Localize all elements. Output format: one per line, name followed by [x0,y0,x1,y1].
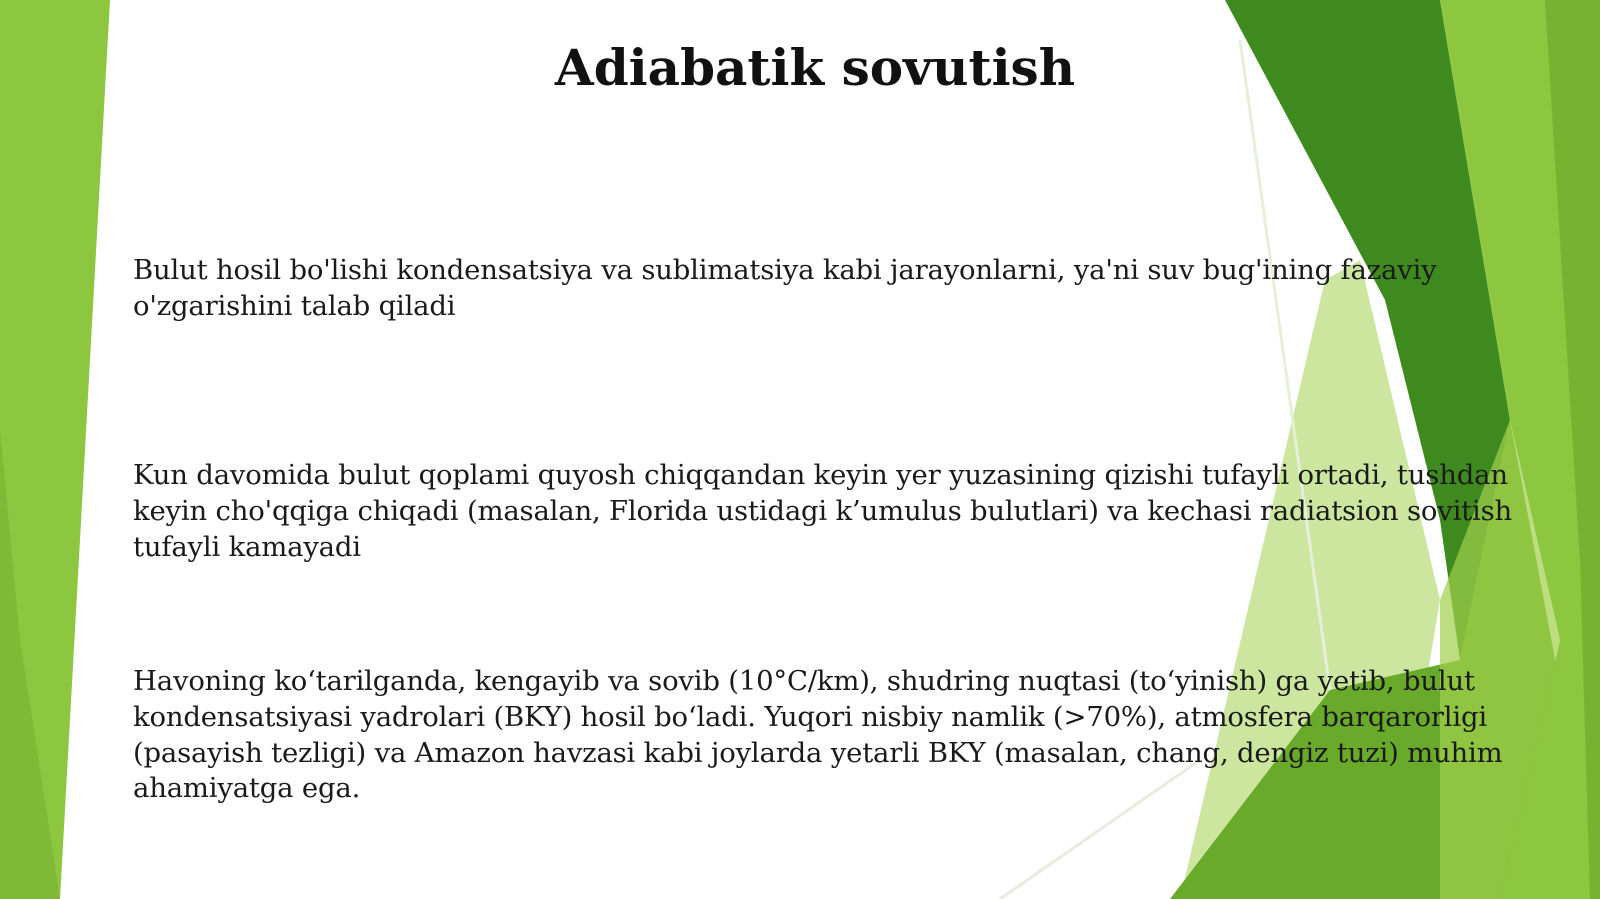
paragraph-3: Havoning ko‘tarilganda, kengayib va sovib (10°C/km), shudring nuqtasi (to‘yinish) ga yetib, bulut kondensatsiyasi yadrolari (BKY) hosil bo‘ladi. Yuqori nisbiy namlik (>70%), atmosfera barqarorligi (pasayish tezligi) va Amazon havzasi kabi joylarda yetarli BKY (masalan, chang, dengiz tuzi) muhim ahamiyatga ega. [133,665,1503,805]
paragraph-2: Kun davomida bulut qoplami quyosh chiqqandan keyin yer yuzasining qizishi tufayli ortadi, tushdan keyin cho'qqiga chiqadi (masalan, Florida ustidagi k’umulus bulutlari) va kechasi radiatsion sovitish tufayli kamayadi [133,459,1513,563]
paragraph-1: Bulut hosil bo'lishi kondensatsiya va sublimatsiya kabi jarayonlarni, ya'ni suv bug'ining fazaviy o'zgarishini talab qiladi [133,254,1437,322]
slide-title: Adiabatik sovutish [554,38,1076,97]
